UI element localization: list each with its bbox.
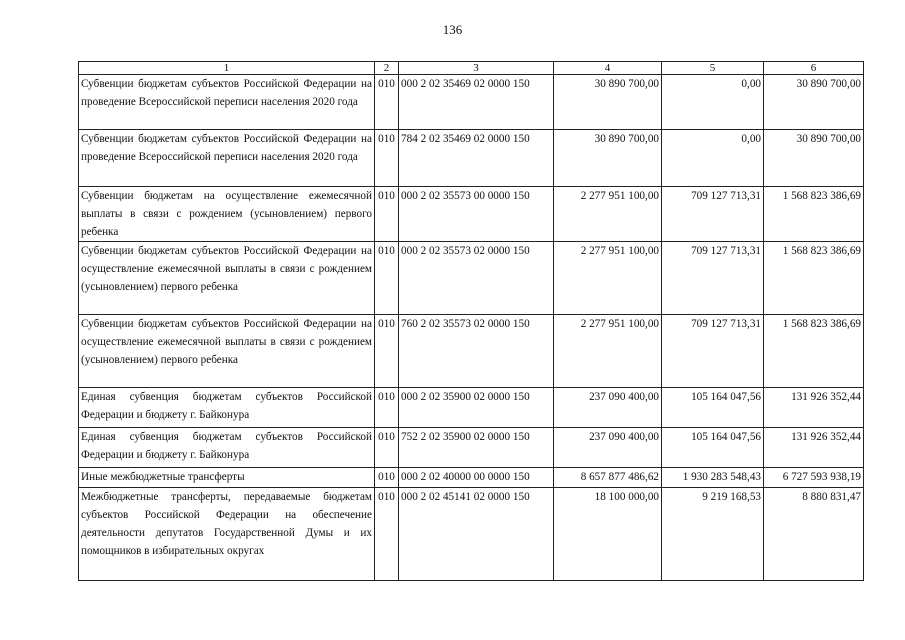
row-code: 000 2 02 35573 00 0000 150 <box>399 187 554 242</box>
row-code: 000 2 02 35900 02 0000 150 <box>399 388 554 428</box>
row-col-4: 237 090 400,00 <box>554 428 662 468</box>
header-col-4: 4 <box>554 62 662 75</box>
budget-table <box>78 61 864 581</box>
row-name: Единая субвенция бюджетам субъектов Российской Федерации и бюджету г. Байконура <box>79 388 375 428</box>
table-row <box>79 315 864 388</box>
row-group: 010 <box>375 388 399 428</box>
row-col-5: 0,00 <box>662 130 764 187</box>
row-code: 000 2 02 35573 02 0000 150 <box>399 242 554 315</box>
row-col-6: 1 568 823 386,69 <box>764 187 864 242</box>
row-name: Субвенции бюджетам субъектов Российской Федерации на проведение Всероссийской переписи населения 2020 года <box>79 75 375 130</box>
row-col-4: 30 890 700,00 <box>554 130 662 187</box>
row-col-6: 131 926 352,44 <box>764 428 864 468</box>
header-col-2: 2 <box>375 62 399 75</box>
header-col-6: 6 <box>764 62 864 75</box>
row-col-5: 105 164 047,56 <box>662 388 764 428</box>
row-col-4: 237 090 400,00 <box>554 388 662 428</box>
header-row <box>79 62 864 75</box>
table-row <box>79 242 864 315</box>
header-col-5: 5 <box>662 62 764 75</box>
table-row <box>79 388 864 428</box>
row-group: 010 <box>375 315 399 388</box>
row-col-6: 131 926 352,44 <box>764 388 864 428</box>
row-group: 010 <box>375 75 399 130</box>
row-col-6: 1 568 823 386,69 <box>764 315 864 388</box>
row-col-4: 2 277 951 100,00 <box>554 242 662 315</box>
row-code: 000 2 02 40000 00 0000 150 <box>399 468 554 488</box>
row-col-4: 2 277 951 100,00 <box>554 315 662 388</box>
row-group: 010 <box>375 130 399 187</box>
page-number: 136 <box>442 22 463 37</box>
row-col-4: 2 277 951 100,00 <box>554 187 662 242</box>
row-col-5: 709 127 713,31 <box>662 187 764 242</box>
row-name: Субвенции бюджетам субъектов Российской Федерации на проведение Всероссийской переписи населения 2020 года <box>79 130 375 187</box>
row-name: Единая субвенция бюджетам субъектов Российской Федерации и бюджету г. Байконура <box>79 428 375 468</box>
row-col-5: 1 930 283 548,43 <box>662 468 764 488</box>
row-code: 760 2 02 35573 02 0000 150 <box>399 315 554 388</box>
row-group: 010 <box>375 428 399 468</box>
table-row <box>79 187 864 242</box>
table-row <box>79 428 864 468</box>
row-code: 000 2 02 35469 02 0000 150 <box>399 75 554 130</box>
row-name: Субвенции бюджетам субъектов Российской Федерации на осуществление ежемесячной выплаты в связи с рождением (усыновлением) первого ребенка <box>79 315 375 388</box>
row-code: 784 2 02 35469 02 0000 150 <box>399 130 554 187</box>
row-group: 010 <box>375 242 399 315</box>
row-col-6: 30 890 700,00 <box>764 130 864 187</box>
row-col-6: 1 568 823 386,69 <box>764 242 864 315</box>
row-col-6: 8 880 831,47 <box>764 488 864 581</box>
row-col-4: 8 657 877 486,62 <box>554 468 662 488</box>
table-row <box>79 130 864 187</box>
table-row <box>79 468 864 488</box>
row-name: Межбюджетные трансферты, передаваемые бюджетам субъектов Российской Федерации на обеспечение деятельности депутатов Государственной Думы и их помощников в избирательных округах <box>79 488 375 581</box>
row-col-4: 18 100 000,00 <box>554 488 662 581</box>
row-name: Иные межбюджетные трансферты <box>79 468 375 488</box>
row-col-5: 105 164 047,56 <box>662 428 764 468</box>
row-name: Субвенции бюджетам субъектов Российской Федерации на осуществление ежемесячной выплаты в связи с рождением (усыновлением) первого ребенка <box>79 242 375 315</box>
row-code: 000 2 02 45141 02 0000 150 <box>399 488 554 581</box>
row-col-5: 709 127 713,31 <box>662 242 764 315</box>
row-col-5: 0,00 <box>662 75 764 130</box>
row-group: 010 <box>375 187 399 242</box>
row-group: 010 <box>375 468 399 488</box>
row-col-5: 9 219 168,53 <box>662 488 764 581</box>
row-code: 752 2 02 35900 02 0000 150 <box>399 428 554 468</box>
table-row <box>79 488 864 581</box>
header-col-1: 1 <box>79 62 375 75</box>
row-col-6: 30 890 700,00 <box>764 75 864 130</box>
row-col-6: 6 727 593 938,19 <box>764 468 864 488</box>
row-group: 010 <box>375 488 399 581</box>
row-col-5: 709 127 713,31 <box>662 315 764 388</box>
row-name: Субвенции бюджетам на осуществление ежемесячной выплаты в связи с рождением (усыновлением) первого ребенка <box>79 187 375 242</box>
header-col-3: 3 <box>399 62 554 75</box>
row-col-4: 30 890 700,00 <box>554 75 662 130</box>
table-row <box>79 75 864 130</box>
